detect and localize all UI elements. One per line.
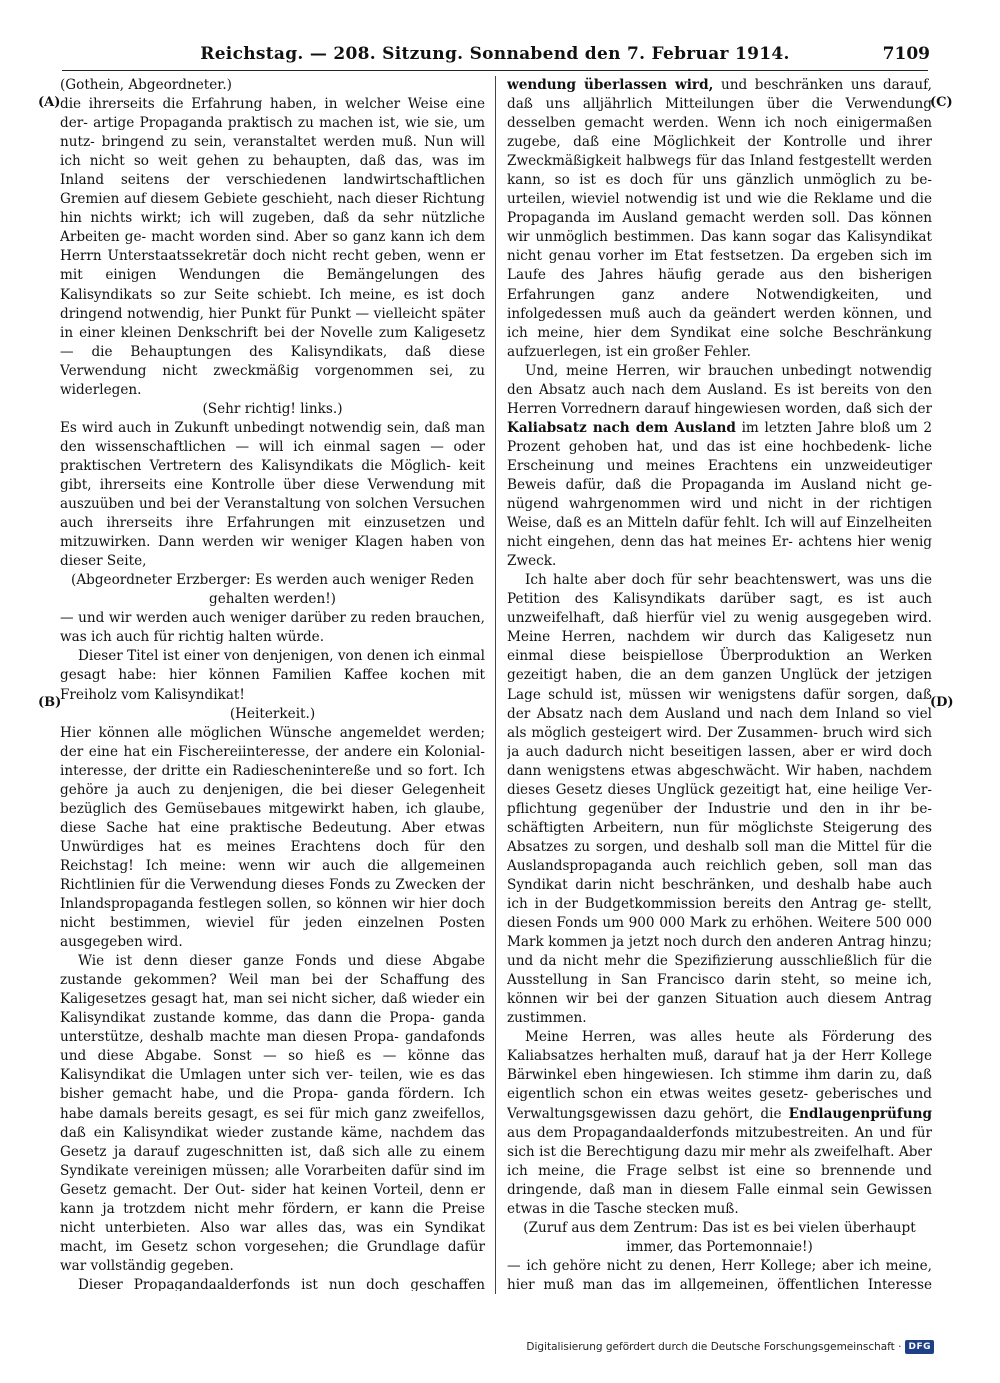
paragraph-text: und beschränken uns darauf, daß uns alljährlich Mitteilungen über die Verwendung desselben gemacht werden. Wenn ich noch einigermaßen zugebe, daß eine Möglichkeit der Kontrolle und ihrer Zweckmäßigkeit halbwegs für das Inland festgestellt werden kann, so ist es doch für uns gänzlich unmöglich zu be- urteilen, wieviel notwendig ist und wie die Reklame und die Propaganda im Ausland gemacht werden soll. Das können wir unmöglich bestimmen. Das kann sogar das Kalisyndikat nicht genau vorher im Etat festsetzen. Da ergeben sich im Laufe des Jahres häufig gerade aus den bisherigen Erfahrungen ganz andere Notwendigkeiten, und infolgedessen muß auch da geändert werden können, und ich meine, hier dem Syndikat eine solche Beschränkung aufzuerlegen, ist ein großer Fehler.: [507, 77, 932, 360]
paragraph-text: Dieser Propagandaalderfonds ist nun doch geschaffen: [78, 1276, 485, 1291]
emphasis: wendung überlassen wird,: [507, 77, 714, 93]
interjection: (Zuruf aus dem Zentrum: Das ist es bei vielen überhaupt immer, das Portemonnaie!): [523, 1219, 916, 1255]
right-column: [507, 76, 932, 1291]
margin-marker-a: (A): [38, 95, 61, 110]
margin-marker-d: (D): [930, 695, 954, 710]
digitization-credit: [526, 1340, 934, 1354]
page-header: [60, 40, 930, 70]
emphasis: Endlaugenprüfung: [788, 1105, 932, 1122]
paragraph: [507, 362, 932, 572]
margin-marker-c: (C): [930, 95, 953, 110]
paragraph: [507, 1028, 932, 1218]
column-divider: [495, 76, 496, 1294]
paragraph: Wie ist denn dieser ganze Fonds und diese Abgabe zustande gekommen? Weil man bei der Schaffung des Kaligesetzes gesagt hat, man sei nicht sicher, daß wieder ein Kalisyndikat zustande komme, das dann die Propa- ganda unterstütze, deshalb machte man diesen Propa- gandafonds und diese Abgabe. Sonst — so hieß es — könne das Kalisyndikat die Umlagen unter sich ver- teilen, wie es das bisher gemacht habe, und die Propa- ganda fördern. Ich habe damals bereits gesagt, es sei für mich ganz zweifellos, daß ein Kalisyndikat wieder zustande käme, nachdem das Gesetz ja darauf zugeschnitten ist, daß sich alle zu einem Syndikate vereinigen müssen; alle Vorarbeiten dafür sind im Gesetz gemacht. Der Out- sider hat keinen Vorteil, denn er kann ja trotzdem nicht mehr fördern, er kann die Preise nicht unterbieten. Also war alles das, was ein Syndikat macht, im Gesetz schon vorgesehen; die Grundlage dafür war vollständig gegeben.: [60, 953, 485, 1274]
interjection: (Heiterkeit.): [229, 705, 316, 722]
paragraph-text: Meine Herren, was alles heute als Förderung des Kaliabsatzes herhalten muß, darauf hat ja der Herr Kollege Bärwinkel eben hingewiesen. Ich stimme ihm darin zu, daß eigentlich schon ein etwas weites gesetz- geberisches und Verwaltungsgewissen dazu gehört, die: [507, 1029, 932, 1122]
credit-text: Digitalisierung gefördert durch die Deutsche Forschungsgemeinschaft ·: [526, 1341, 902, 1353]
paragraph: Hier können alle möglichen Wünsche angemeldet werden; der eine hat ein Fischereiinteresse, der andere ein Kolonial- interesse, der dritte ein Radieschenintereße und so fort. Ich gehöre ja auch zu denjenigen, die bei dieser Gelegenheit bezüglich des Gemüsebaues mitgewirkt haben, ich glaube, diese Sache hat eine praktische Bedeutung. Aber etwas Unwürdiges hat es meines Erachtens doch für den Reichstag! Ich meine: wenn wir auch die allgemeinen Richtlinien für die Verwendung dieses Fonds zu Zwecken der Inlandspropaganda festlegen sollen, so können wir hier doch nicht bestimmen, wieviel für jeden einzelnen Posten ausgegeben wird.: [60, 724, 485, 951]
paragraph-text: Und, meine Herren, wir brauchen unbedingt notwendig den Absatz auch nach dem Ausland. Es ist bereits von den Herren Vorrednern darauf hingewiesen worden, daß sich der: [507, 362, 932, 417]
paragraph-text: im letzten Jahre bloß um 2 Prozent gehoben hat, und das ist eine hochbedenk- liche Erscheinung und meines Erachtens ein unzweideutiger Beweis dafür, daß die Propaganda im Ausland nicht ge- nügend wahrgenommen wird und nicht in der richtigen Weise, daß es an Mitteln dafür fehlt. Ich will auf Einzelheiten nicht eingehen, denn das hat meines Er- achtens hier wenig Zweck.: [507, 419, 932, 570]
paragraph: die ihrerseits die Erfahrung haben, in welcher Weise eine der- artige Propaganda praktisch zu machen ist, wie sie, um nutz- bringend zu sein, veranstaltet werden muß. Nun will ich nicht so weit gehen zu behaupten, daß das, was im Inland seitens der verschiedenen landwirtschaftlichen Gremien auf diesem Gebiete geschieht, nach dieser Richtung hin nichts wirkt; ich will zugeben, daß da sehr nützliche Arbeiten ge- macht worden sind. Aber so ganz kann ich dem Herrn Unterstaatssekretär doch nicht recht geben, wenn er mit einigen Wendungen die Bemängelungen des Kalisyndikats so zur Seite schiebt. Ich meine, es ist doch dringend notwendig, hier Punkt für Punkt — vielleicht später in einer kleinen Denkschrift bei der Novelle zum Kaligesetz — die Behauptungen des Kalisyndikats, daß diese Verwendung nicht zweckmäßig vorgenommen sei, zu widerlegen.: [60, 96, 485, 398]
margin-marker-b: (B): [38, 695, 62, 710]
paragraph: Es wird auch in Zukunft unbedingt notwendig sein, daß man den wissenschaftlichen — will ich einmal sagen — oder praktischen Vertretern des Kalisyndikats die Möglich- keit gibt, ihrerseits eine Kontrolle über diese Verwendung mit auszuüben und bei der Veranstaltung von solchen Versuchen auch ihrerseits ihre Erfahrungen mit einzusetzen und mitzuwirken. Dann werden wir weniger Klagen haben von dieser Seite,: [60, 419, 485, 570]
paragraph-text: aus dem Propagandaalderfonds mitzubestreiten. An und für sich ist die Berechtigung dazu mir mehr als zweifelhaft. Aber ich meine, die Frage selbst ist eine so brennende und dringende, daß man in diesem Falle einmal sein Gewissen etwas in die Tasche stecken muß.: [507, 1124, 932, 1217]
header-rule: [62, 70, 928, 71]
paragraph: — und wir werden auch weniger darüber zu reden brauchen, was ich auch für richtig halten würde.: [60, 610, 485, 646]
speaker-attribution: (Gothein, Abgeordneter.): [60, 77, 232, 93]
paragraph: Dieser Titel ist einer von denjenigen, von denen ich einmal gesagt habe: hier können Familien Kaffee kochen mit Freiholz vom Kalisyndikat!: [60, 648, 485, 703]
page-number: 7109: [882, 44, 930, 64]
running-title: Reichstag. — 208. Sitzung. Sonnabend den 7. Februar 1914.: [200, 44, 790, 64]
paragraph: [507, 76, 932, 362]
interjection: (Sehr richtig! links.): [202, 400, 343, 417]
paragraph: [60, 1276, 485, 1291]
emphasis: Kaliabsatz nach dem Ausland: [507, 419, 736, 436]
paragraph: — ich gehöre nicht zu denen, Herr Kollege; aber ich meine, hier muß man das im allgemeinen, öffentlichen Interesse: [507, 1257, 932, 1291]
dfg-logo: DFG: [905, 1340, 934, 1354]
paragraph: Ich halte aber doch für sehr beachtenswert, was uns die Petition des Kalisyndikats darüber sagt, es ist auch unzweifelhaft, daß hierfür viel zu wenig ausgegeben wird. Meine Herren, nachdem wir durch das Kaligesetz nun einmal diese beispiellose Überproduktion an Werken gezeitigt haben, die an dem ganzen Unglück der jetzigen Lage schuld ist, müssen wir wenigstens dafür sorgen, daß der Absatz nach dem Ausland und nach dem Inland so viel als möglich gesteigert wird. Der Zusammen- bruch wird sich ja auch dadurch nicht beseitigen lassen, aber er wird doch dann wenigstens etwas abgeschwächt. Wir haben, nachdem dieses Gesetz dieses Unglück gezeitigt hat, eine heilige Ver- pflichtung gegenüber der Industrie und den in ihr be- schäftigten Arbeitern, nun für möglichste Steigerung des Absatzes zu sorgen, und deshalb soll man die Mittel für die Auslandspropaganda auch reichlich geben, soll man das Syndikat darin nicht beschränken, und deshalb habe auch ich in der Budgetkommission bereits den Antrag ge- stellt, diesen Fonds um 900 000 Mark zu erhöhen. Weitere 500 000 Mark kommen ja jetzt noch durch den anderen Antrag hinzu; und da nicht mehr die Spezifizierung ausschließlich für die Ausstellung in San Francisco darin steht, so meine ich, können wir bei der ganzen Situation auch diesem Antrag zustimmen.: [507, 572, 932, 1027]
interjection: (Abgeordneter Erzberger: Es werden auch weniger Reden gehalten werden!): [71, 572, 474, 608]
left-column: [60, 76, 485, 1291]
